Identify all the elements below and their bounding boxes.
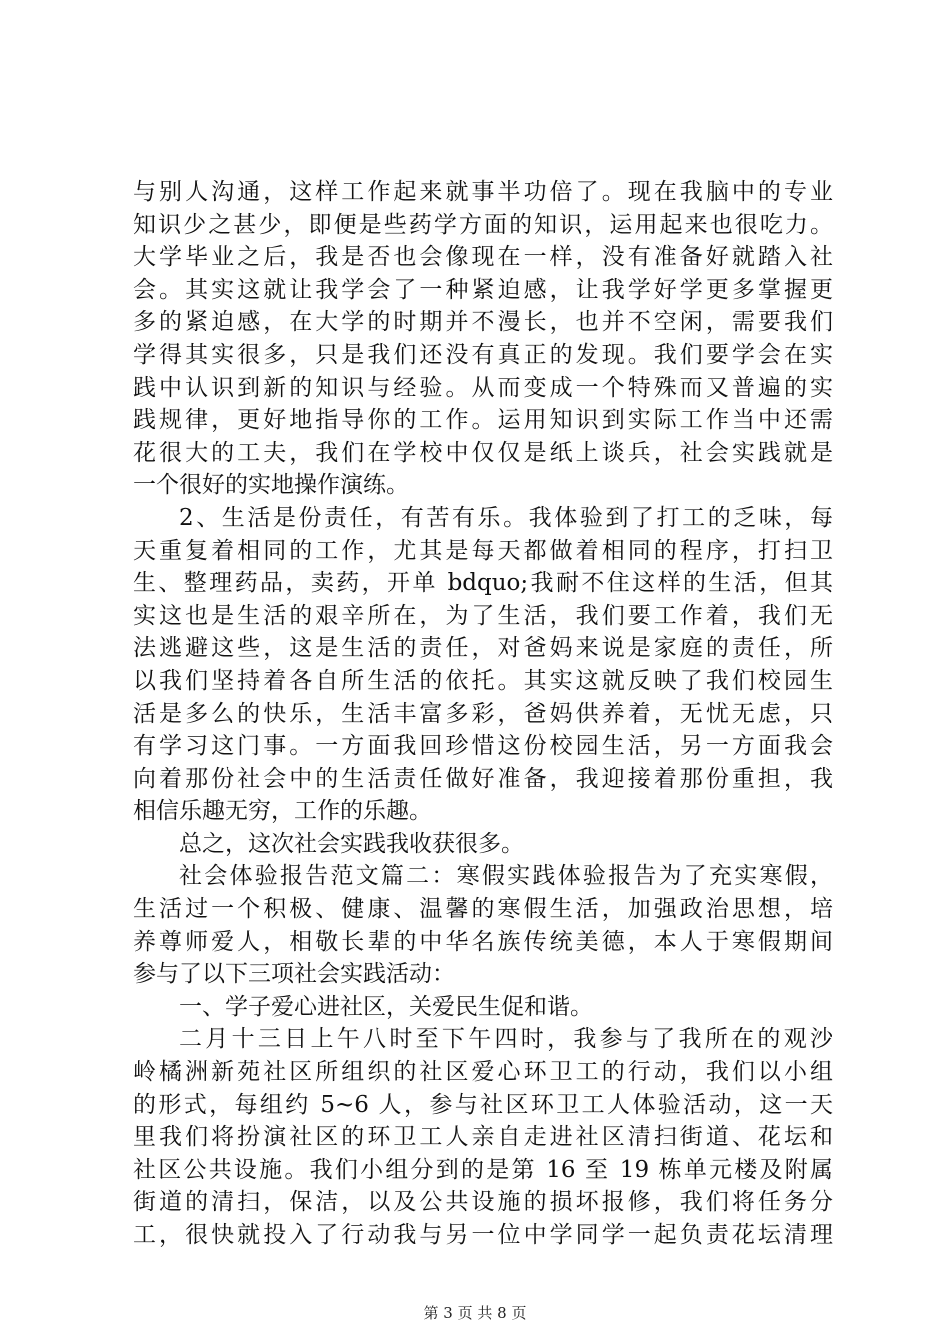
text-line: 向着那份社会中的生活责任做好准备，我迎接着那份重担，我 xyxy=(133,765,833,792)
text-line: 里我们将扮演社区的环卫工人亲自走进社区清扫街道、花坛和 xyxy=(133,1124,833,1151)
text-line: 一个很好的实地操作演练。 xyxy=(133,472,409,499)
document-body xyxy=(133,176,833,1252)
text-line: 岭橘洲新苑社区所组织的社区爱心环卫工的行动，我们以小组 xyxy=(133,1059,833,1086)
text-line: 以我们坚持着各自所生活的依托。其实这就反映了我们校园生 xyxy=(133,667,833,694)
text-line: 街道的清扫，保洁，以及公共设施的损坏报修，我们将任务分 xyxy=(133,1189,833,1216)
text-line: 生活过一个积极、健康、温馨的寒假生活，加强政治思想，培 xyxy=(133,896,833,923)
text-line: 法逃避这些，这是生活的责任，对爸妈来说是家庭的责任，所 xyxy=(133,635,833,662)
text-line: 总之，这次社会实践我收获很多。 xyxy=(179,830,524,857)
text-line: 践规律，更好地指导你的工作。运用知识到实际工作当中还需 xyxy=(133,407,833,434)
page-number-footer: 第 3 页 共 8 页 xyxy=(423,1304,527,1322)
text-line: 大学毕业之后，我是否也会像现在一样，没有准备好就踏入社 xyxy=(133,244,833,271)
text-line: 社区公共设施。我们小组分到的是第 16 至 19 栋单元楼及附属 xyxy=(133,1156,833,1183)
text-line: 养尊师爱人，相敬长辈的中华名族传统美德，本人于寒假期间 xyxy=(133,928,833,955)
text-line: 实这也是生活的艰辛所在，为了生活，我们要工作着，我们无 xyxy=(133,602,833,629)
text-line: 知识少之甚少，即便是些药学方面的知识，运用起来也很吃力。 xyxy=(133,211,833,238)
text-line: 有学习这门事。一方面我回珍惜这份校园生活，另一方面我会 xyxy=(133,733,833,760)
text-line: 学得其实很多，只是我们还没有真正的发现。我们要学会在实 xyxy=(133,341,833,368)
text-line: 工，很快就投入了行动我与另一位中学同学一起负责花坛清理 xyxy=(133,1222,833,1248)
text-line: 2、生活是份责任，有苦有乐。我体验到了打工的乏味，每 xyxy=(179,504,833,531)
text-line: 参与了以下三项社会实践活动： xyxy=(133,961,455,988)
text-line: 多的紧迫感，在大学的时期并不漫长，也并不空闲，需要我们 xyxy=(133,309,833,336)
text-line: 会。其实这就让我学会了一种紧迫感，让我学好学更多掌握更 xyxy=(133,276,833,303)
text-line: 社会体验报告范文篇二：寒假实践体验报告为了充实寒假， xyxy=(179,863,833,890)
text-line: 践中认识到新的知识与经验。从而变成一个特殊而又普遍的实 xyxy=(133,374,833,401)
text-line: 相信乐趣无穷，工作的乐趣。 xyxy=(133,798,432,825)
text-line: 活是多么的快乐，生活丰富多彩，爸妈供养着，无忧无虑，只 xyxy=(133,700,833,727)
text-line: 花很大的工夫，我们在学校中仅仅是纸上谈兵，社会实践就是 xyxy=(133,439,833,466)
text-line: 的形式，每组约 5~6 人，参与社区环卫工人体验活动，这一天 xyxy=(133,1091,833,1118)
text-line: 天重复着相同的工作，尤其是每天都做着相同的程序，打扫卫 xyxy=(133,537,833,564)
text-line: 与别人沟通，这样工作起来就事半功倍了。现在我脑中的专业 xyxy=(133,179,833,205)
text-line: 二月十三日上午八时至下午四时，我参与了我所在的观沙 xyxy=(179,1026,833,1053)
text-line: 生、整理药品，卖药，开单 bdquo;我耐不住这样的生活，但其 xyxy=(133,570,833,597)
text-line: 一、学子爱心进社区，关爱民生促和谐。 xyxy=(179,993,593,1020)
